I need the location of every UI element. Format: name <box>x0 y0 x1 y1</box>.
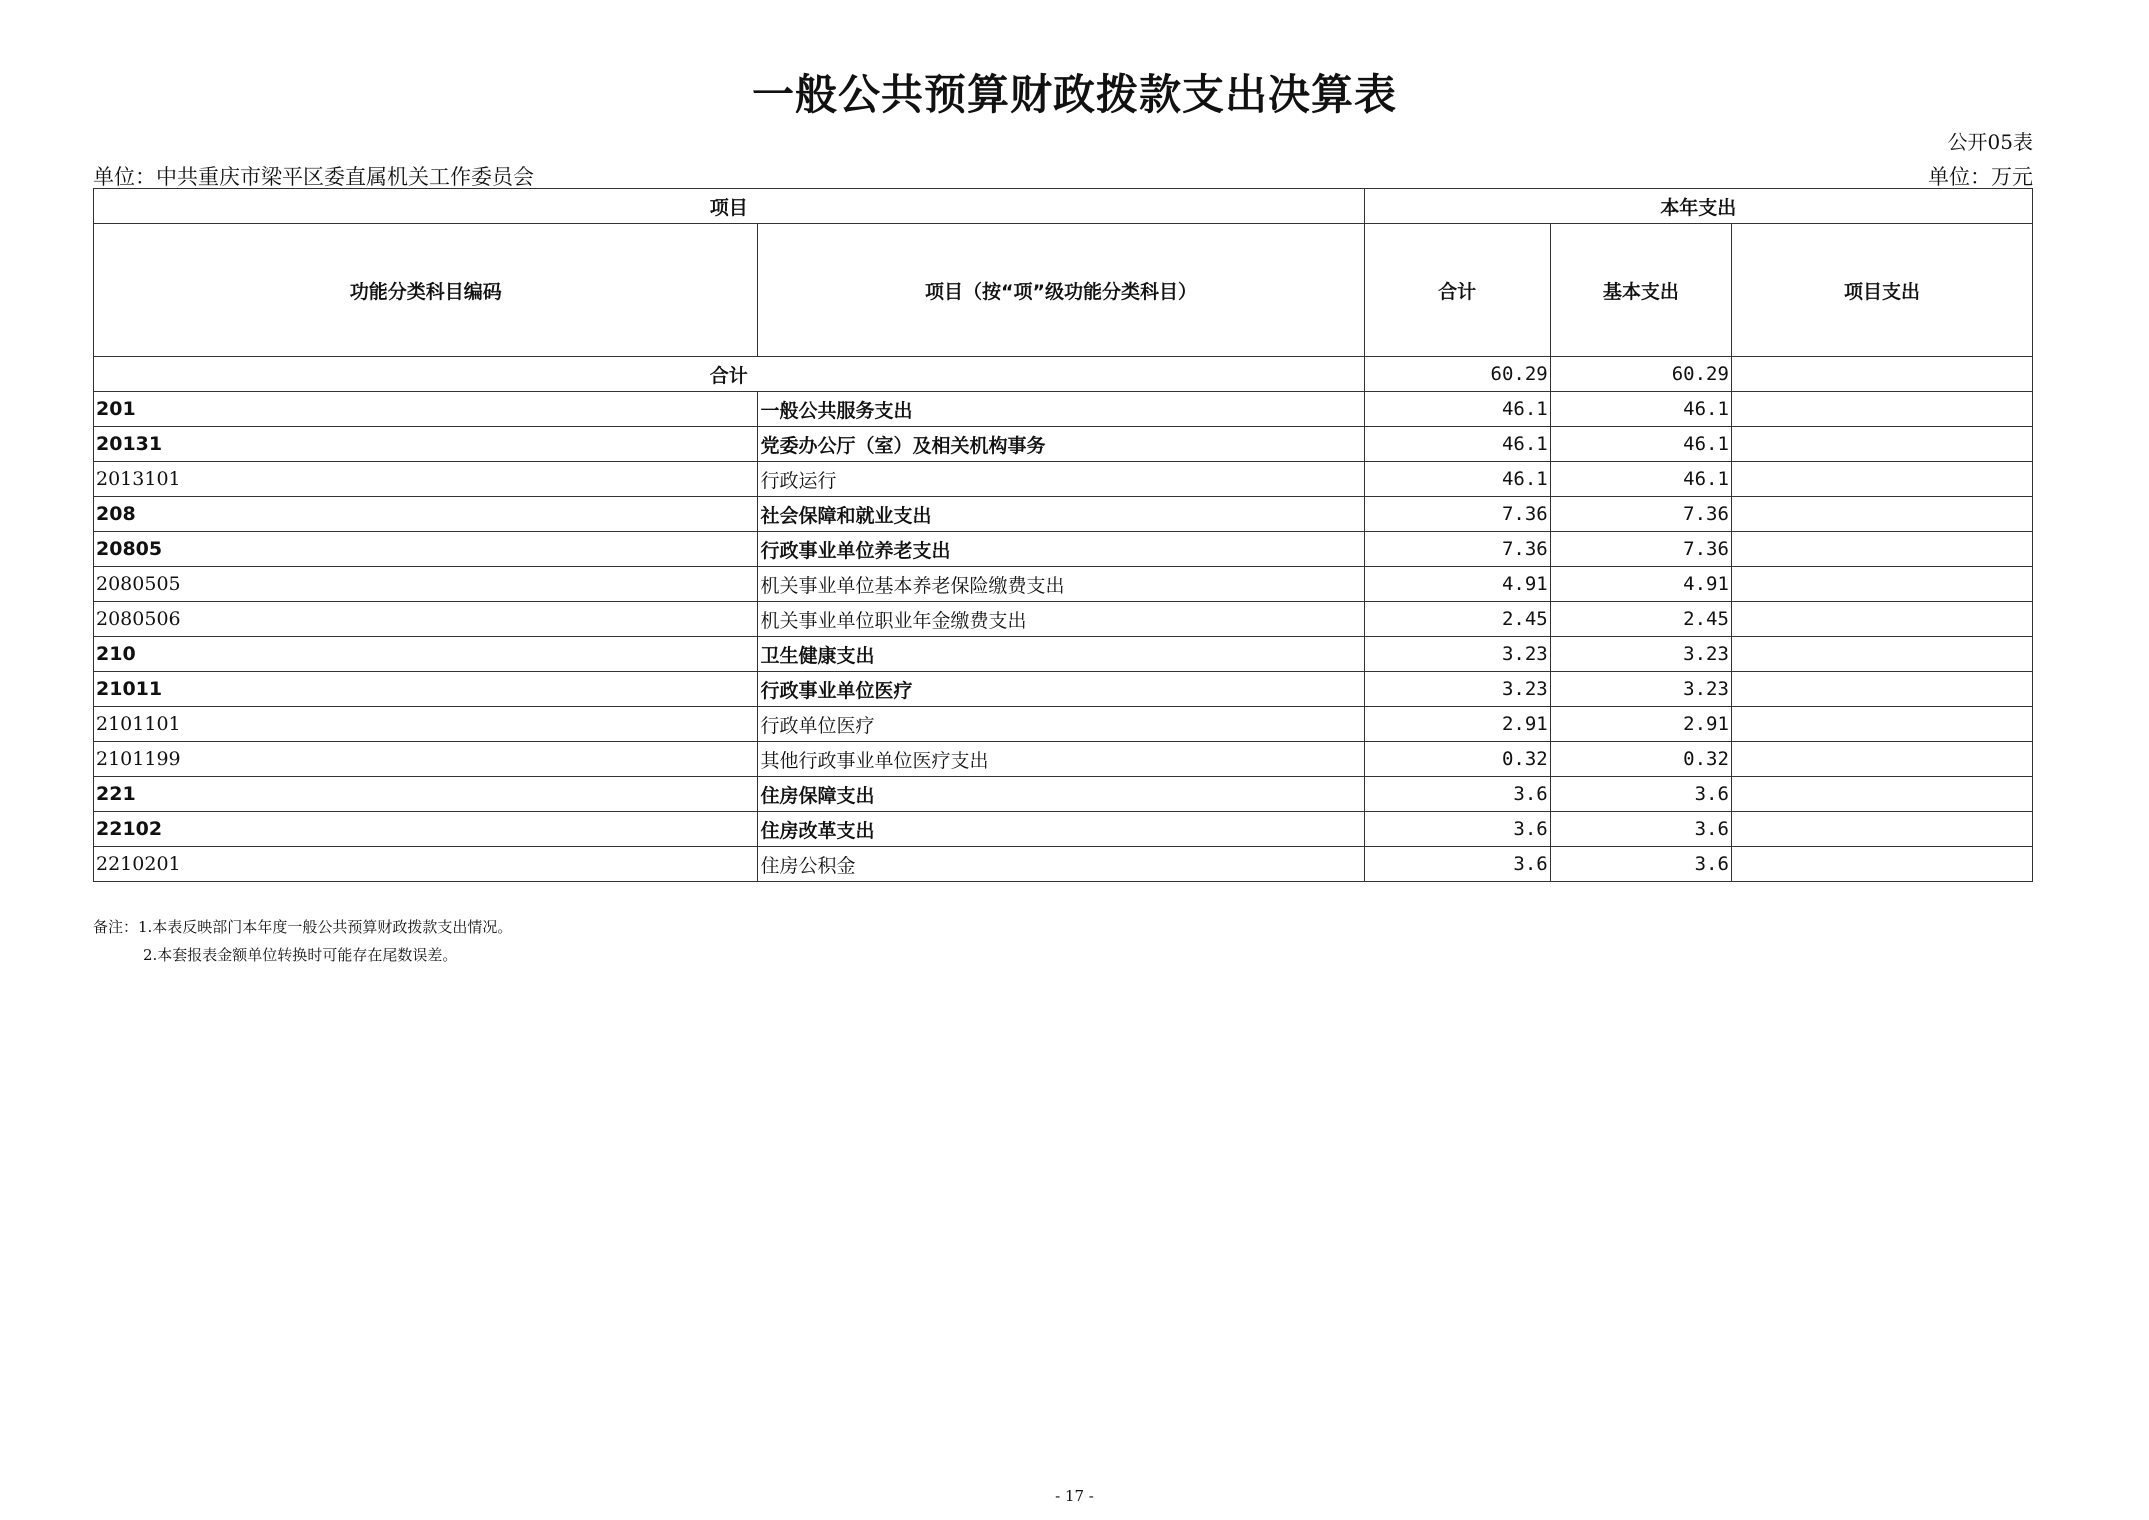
header-total: 合计 <box>1364 224 1550 357</box>
row-code: 2080505 <box>94 567 758 602</box>
header-current-year: 本年支出 <box>1364 189 2033 224</box>
table-row <box>94 497 2033 532</box>
row-total: 3.6 <box>1364 812 1550 847</box>
row-project <box>1731 602 2032 637</box>
table-row <box>94 392 2033 427</box>
row-name: 党委办公厅（室）及相关机构事务 <box>758 427 1364 462</box>
table-row <box>94 742 2033 777</box>
row-total: 46.1 <box>1364 392 1550 427</box>
row-project <box>1731 742 2032 777</box>
row-project <box>1731 812 2032 847</box>
row-name: 行政事业单位医疗 <box>758 672 1364 707</box>
row-total: 0.32 <box>1364 742 1550 777</box>
table-row <box>94 567 2033 602</box>
page-number: - 17 - <box>1055 1487 1094 1505</box>
row-name: 卫生健康支出 <box>758 637 1364 672</box>
row-code: 208 <box>94 497 758 532</box>
unit-organization: 单位：中共重庆市梁平区委直属机关工作委员会 <box>93 165 534 189</box>
row-total: 4.91 <box>1364 567 1550 602</box>
row-name: 住房改革支出 <box>758 812 1364 847</box>
row-name: 机关事业单位职业年金缴费支出 <box>758 602 1364 637</box>
table-row <box>94 847 2033 882</box>
row-basic: 7.36 <box>1550 532 1731 567</box>
table-row <box>94 777 2033 812</box>
row-project <box>1731 777 2032 812</box>
expenditure-table <box>93 188 2033 882</box>
row-name: 住房公积金 <box>758 847 1364 882</box>
row-name: 住房保障支出 <box>758 777 1364 812</box>
row-basic: 3.6 <box>1550 847 1731 882</box>
row-basic: 2.91 <box>1550 707 1731 742</box>
row-code: 201 <box>94 392 758 427</box>
row-project <box>1731 567 2032 602</box>
row-project <box>1731 532 2032 567</box>
row-project <box>1731 707 2032 742</box>
row-total: 3.23 <box>1364 637 1550 672</box>
row-name: 行政单位医疗 <box>758 707 1364 742</box>
unit-money: 单位：万元 <box>1928 165 2033 189</box>
header-row-2 <box>94 224 2033 357</box>
row-name: 行政运行 <box>758 462 1364 497</box>
row-total: 46.1 <box>1364 462 1550 497</box>
table-row <box>94 672 2033 707</box>
row-basic: 3.23 <box>1550 672 1731 707</box>
note-line-2: 2.本套报表金额单位转换时可能存在尾数误差。 <box>143 946 458 964</box>
row-project <box>1731 847 2032 882</box>
table-row <box>94 812 2033 847</box>
table-row <box>94 602 2033 637</box>
table-number: 公开05表 <box>1947 130 2033 154</box>
row-project <box>1731 392 2032 427</box>
row-total: 3.6 <box>1364 847 1550 882</box>
header-code: 功能分类科目编码 <box>94 224 758 357</box>
row-basic: 0.32 <box>1550 742 1731 777</box>
row-total: 7.36 <box>1364 532 1550 567</box>
row-basic: 46.1 <box>1550 462 1731 497</box>
row-code: 2210201 <box>94 847 758 882</box>
row-project <box>1731 427 2032 462</box>
notes <box>93 913 512 969</box>
row-code: 2101101 <box>94 707 758 742</box>
header-item: 项目（按“项”级功能分类科目） <box>758 224 1364 357</box>
row-total: 2.91 <box>1364 707 1550 742</box>
row-name: 一般公共服务支出 <box>758 392 1364 427</box>
row-project <box>1731 672 2032 707</box>
table-row <box>94 637 2033 672</box>
row-total: 3.23 <box>1364 672 1550 707</box>
row-project <box>1731 462 2032 497</box>
header-project: 项目 <box>94 189 1365 224</box>
row-code: 210 <box>94 637 758 672</box>
row-basic: 3.23 <box>1550 637 1731 672</box>
row-basic: 46.1 <box>1550 427 1731 462</box>
row-basic: 4.91 <box>1550 567 1731 602</box>
row-code: 2013101 <box>94 462 758 497</box>
row-code: 20805 <box>94 532 758 567</box>
total-row <box>94 357 2033 392</box>
table-row <box>94 427 2033 462</box>
row-basic: 3.6 <box>1550 777 1731 812</box>
note-line-1: 备注：1.本表反映部门本年度一般公共预算财政拨款支出情况。 <box>93 918 513 936</box>
row-total: 2.45 <box>1364 602 1550 637</box>
row-code: 2101199 <box>94 742 758 777</box>
table-row <box>94 462 2033 497</box>
row-basic: 3.6 <box>1550 812 1731 847</box>
row-basic: 46.1 <box>1550 392 1731 427</box>
row-project <box>1731 637 2032 672</box>
row-name: 其他行政事业单位医疗支出 <box>758 742 1364 777</box>
total-label: 合计 <box>94 357 1365 392</box>
row-name: 行政事业单位养老支出 <box>758 532 1364 567</box>
total-project <box>1731 357 2032 392</box>
row-total: 3.6 <box>1364 777 1550 812</box>
row-code: 20131 <box>94 427 758 462</box>
row-name: 机关事业单位基本养老保险缴费支出 <box>758 567 1364 602</box>
row-code: 22102 <box>94 812 758 847</box>
page-title: 一般公共预算财政拨款支出决算表 <box>751 70 1397 119</box>
header-basic: 基本支出 <box>1550 224 1731 357</box>
row-project <box>1731 497 2032 532</box>
row-basic: 7.36 <box>1550 497 1731 532</box>
row-code: 221 <box>94 777 758 812</box>
table-row <box>94 532 2033 567</box>
row-name: 社会保障和就业支出 <box>758 497 1364 532</box>
row-code: 2080506 <box>94 602 758 637</box>
row-total: 46.1 <box>1364 427 1550 462</box>
header-row-1 <box>94 189 2033 224</box>
table-row <box>94 707 2033 742</box>
row-total: 7.36 <box>1364 497 1550 532</box>
header-project-expenditure: 项目支出 <box>1731 224 2032 357</box>
total-basic: 60.29 <box>1550 357 1731 392</box>
total-amount: 60.29 <box>1364 357 1550 392</box>
row-basic: 2.45 <box>1550 602 1731 637</box>
row-code: 21011 <box>94 672 758 707</box>
